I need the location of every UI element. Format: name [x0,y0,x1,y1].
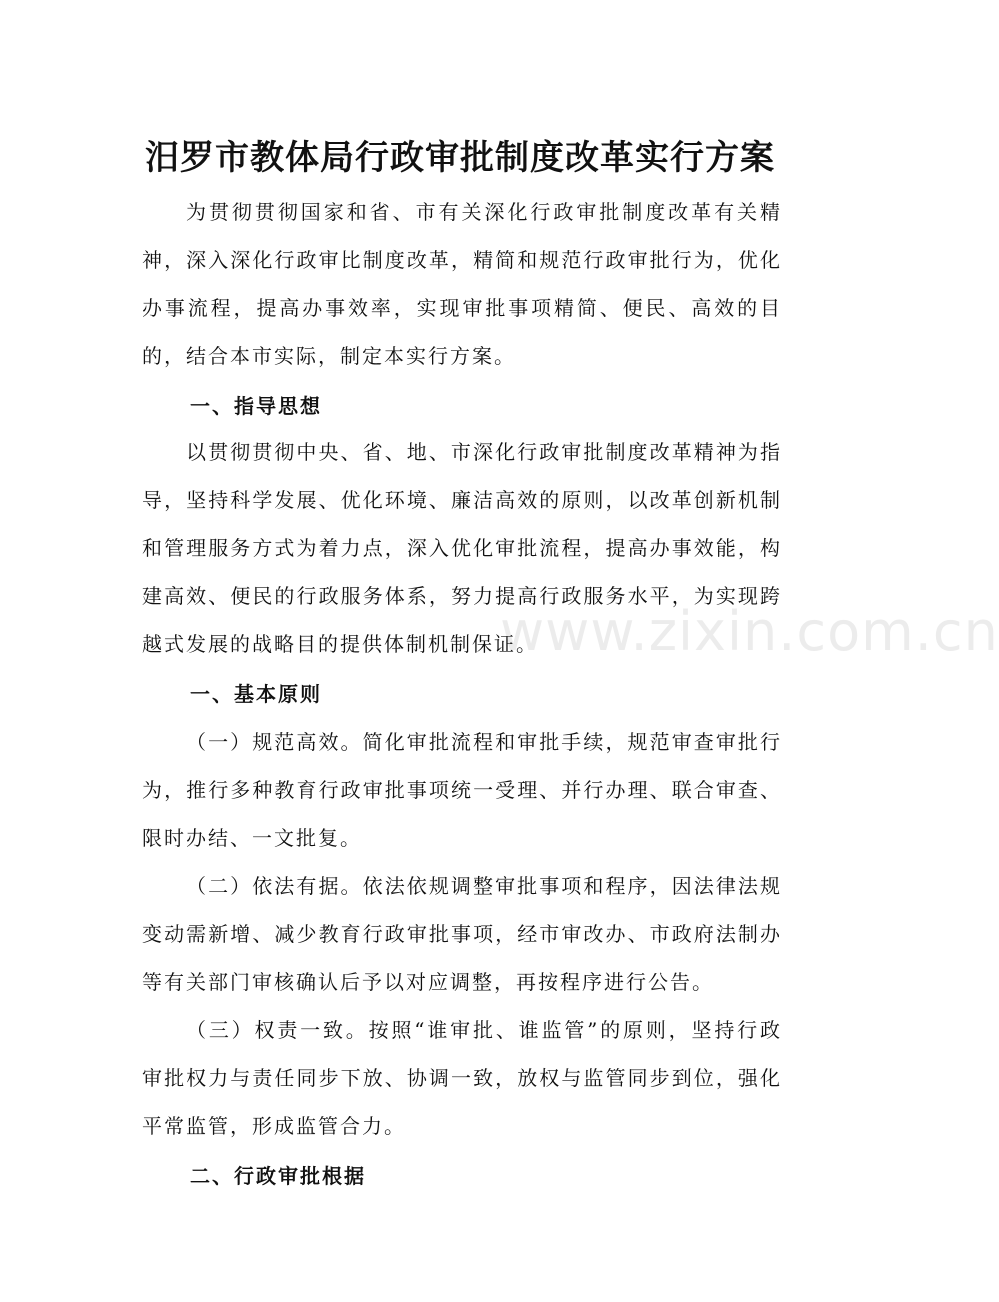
section-heading-approval-basis: 二、行政审批根据 [190,1164,366,1188]
document-title: 汨罗市教体局行政审批制度改革实行方案 [145,138,775,178]
section-heading-guiding-ideology: 一、指导思想 [190,394,322,418]
principle-paragraph-1: （一）规范高效。简化审批流程和审批手续，规范审查审批行为，推行多种教育行政审批事项统一受理、并行办理、联合审查、限时办结、一文批复。 [142,730,782,850]
section-heading-basic-principles: 一、基本原则 [190,682,322,706]
watermark: www.zixin.com.cn [500,600,999,663]
principle-paragraph-3: （三）权责一致。按照“谁审批、谁监管”的原则，坚持行政审批权力与责任同步下放、协调一致，放权与监管同步到位，强化平常监管，形成监管合力。 [142,1018,782,1138]
guiding-ideology-paragraph: 以贯彻贯彻中央、省、地、市深化行政审批制度改革精神为指导，坚持科学发展、优化环境、廉洁高效的原则，以改革创新机制和管理服务方式为着力点，深入优化审批流程，提高办事效能，构建高效、便民的行政服务体系，努力提高行政服务水平，为实现跨越式发展的战略目的提供体制机制保证。 [142,440,782,656]
intro-paragraph: 为贯彻贯彻国家和省、市有关深化行政审批制度改革有关精神，深入深化行政审比制度改革，精简和规范行政审批行为，优化办事流程，提高办事效率，实现审批事项精简、便民、高效的目的，结合本市实际，制定本实行方案。 [142,200,782,368]
principle-paragraph-2: （二）依法有据。依法依规调整审批事项和程序，因法律法规变动需新增、减少教育行政审批事项，经市审改办、市政府法制办等有关部门审核确认后予以对应调整，再按程序进行公告。 [142,874,782,994]
